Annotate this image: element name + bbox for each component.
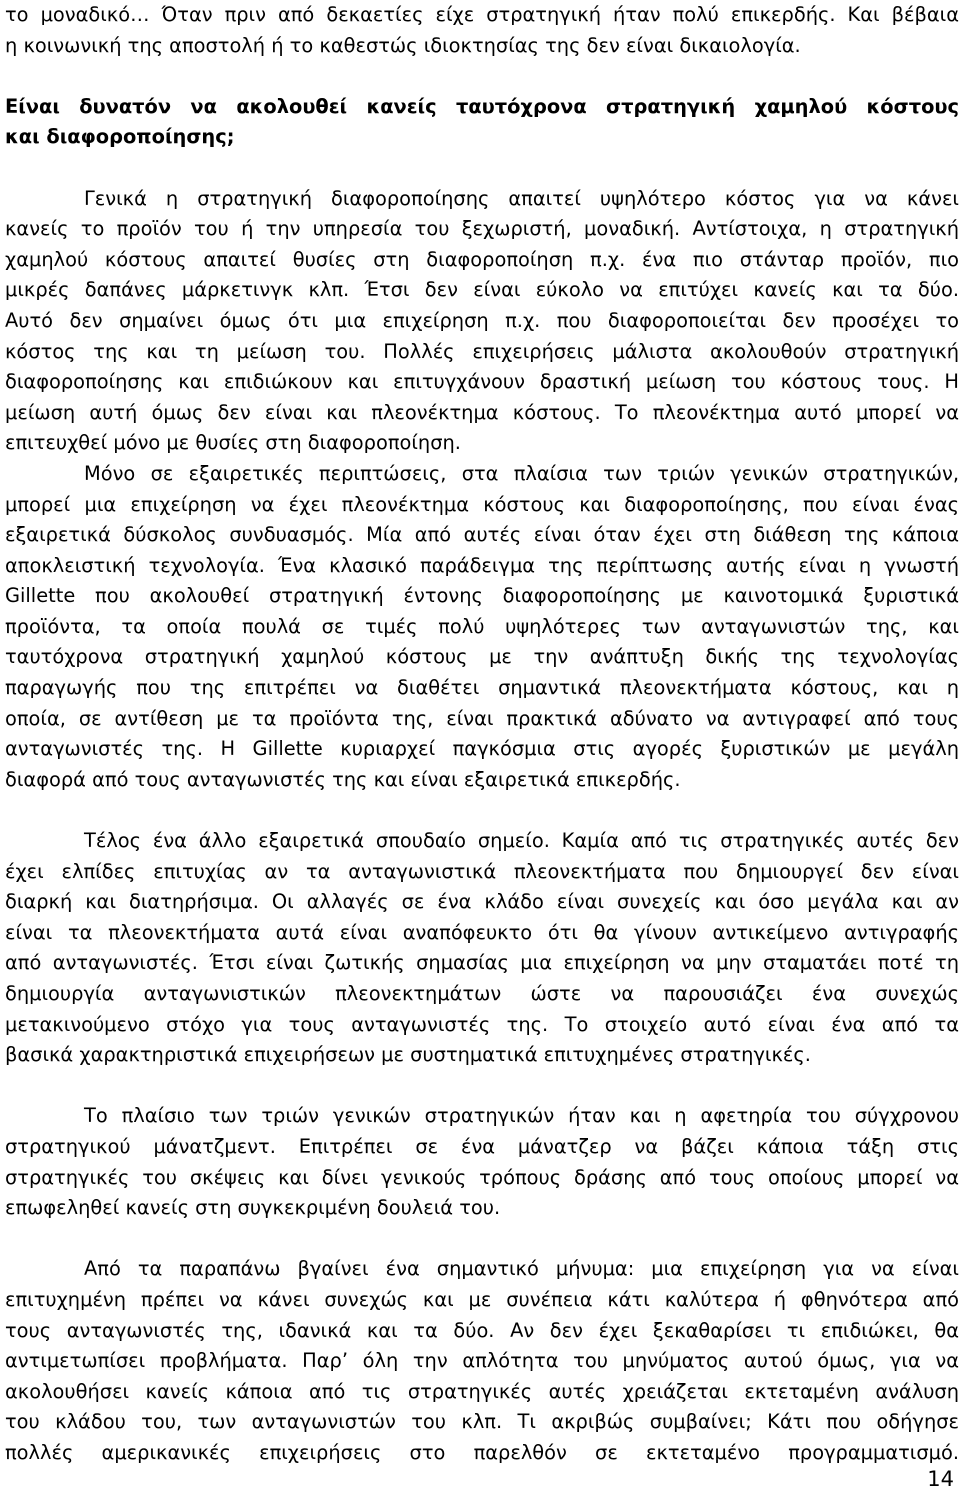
text-line: διαφορά από τους ανταγωνιστές της και είναι εξαιρετικά επικερδής. — [5, 767, 681, 791]
text-line: ακολουθήσει κανείς κάποια από τις στρατηγικές αυτές χρειάζεται εκτεταμένη ανάλυση — [5, 1379, 959, 1403]
text-line: ταυτόχρονα στρατηγική χαμηλού κόστους με την ανάπτυξη δικής της τεχνολογίας — [5, 645, 959, 669]
page-number: 14 — [927, 1467, 954, 1491]
text-line: επιτευχθεί μόνο με θυσίες στη διαφοροποίηση. — [5, 431, 461, 455]
paragraph-spacer — [5, 61, 959, 92]
text-line: έχει ελπίδες επιτυχίας αν τα ανταγωνιστικά πλεονεκτήματα που δημιουργεί δεν είναι — [5, 859, 959, 883]
text-line: πολλές αμερικανικές επιχειρήσεις στο παρελθόν σε εκτεταμένο προγραμματισμό. — [5, 1440, 959, 1464]
text-line: Gillette που ακολουθεί στρατηγική έντονης διαφοροποίησης με καινοτομικά ξυριστικά — [5, 584, 959, 608]
heading-line: και διαφοροποίησης; — [5, 125, 235, 149]
paragraph — [5, 459, 959, 796]
text-line: κανείς το προϊόν του ή την υπηρεσία του ξεχωριστή, μοναδική. Αντίστοιχα, η στρατηγική — [5, 217, 959, 241]
text-line: Γενικά η στρατηγική διαφοροποίησης απαιτεί υψηλότερο κόστος για να κάνει — [84, 186, 959, 210]
text-line: από ανταγωνιστές. Έτσι είναι ζωτικής σημασίας μια επιχείρηση να μην σταματάει ποτέ τη — [5, 951, 959, 975]
section-heading — [5, 92, 959, 153]
paragraph-spacer — [5, 153, 959, 184]
text-line: χαμηλού κόστους απαιτεί θυσίες στη διαφοροποίηση π.χ. ένα πιο στάνταρ προϊόν, πιο — [5, 247, 959, 271]
text-line: ανταγωνιστές της. Η Gillette κυριαρχεί παγκόσμια στις αγορές ξυριστικών με μεγάλη — [5, 737, 959, 761]
text-line: εξαιρετικά δύσκολος συνδυασμός. Μία από αυτές είναι όταν έχει στη διάθεση της κάποια — [5, 523, 959, 547]
text-line: η κοινωνική της αποστολή ή το καθεστώς ιδιοκτησίας της δεν είναι δικαιολογία. — [5, 33, 801, 57]
text-line: Αυτό δεν σημαίνει όμως ότι μια επιχείρηση π.χ. που διαφοροποιείται δεν προσέχει το — [5, 308, 959, 332]
text-line: του κλάδου του, των ανταγωνιστών του κλπ. Τι ακριβώς συμβαίνει; Κάτι που οδήγησε — [5, 1410, 959, 1434]
paragraph — [5, 184, 959, 459]
text-line: στρατηγικού μάνατζμεντ. Επιτρέπει σε ένα μάνατζερ να βάζει κάποια τάξη στις — [5, 1134, 959, 1158]
text-line: Από τα παραπάνω βγαίνει ένα σημαντικό μήνυμα: μια επιχείρηση για να είναι — [84, 1257, 959, 1281]
paragraph — [5, 1101, 959, 1223]
text-line: διαρκή και διατηρήσιμα. Οι αλλαγές σε ένα κλάδο είναι συνεχείς και όσο μεγάλα και αν — [5, 890, 959, 914]
text-line: κόστος της και τη μείωση του. Πολλές επιχειρήσεις μάλιστα ακολουθούν στρατηγική — [5, 339, 959, 363]
text-line: τους ανταγωνιστές της, ιδανικά και τα δύο. Αν δεν έχει ξεκαθαρίσει τι επιδιώκει, θα — [5, 1318, 959, 1342]
text-line: αντιμετωπίσει προβλήματα. Παρ’ όλη την απλότητα του μηνύματος αυτού όμως, για να — [5, 1349, 959, 1373]
text-line: παραγωγής που της επιτρέπει να διαθέτει σημαντικά πλεονεκτήματα κόστους, και η — [5, 676, 959, 700]
text-line: μείωση αυτή όμως δεν είναι και πλεονέκτημα κόστους. Το πλεονέκτημα αυτό μπορεί να — [5, 400, 959, 424]
text-line: το μοναδικό… Όταν πριν από δεκαετίες είχε στρατηγική ήταν πολύ επικερδής. Και βέβαια — [5, 3, 959, 26]
document-page — [5, 0, 959, 1469]
paragraph — [5, 1254, 959, 1468]
heading-line: Είναι δυνατόν να ακολουθεί κανείς ταυτόχρονα στρατηγική χαμηλού κόστους — [5, 94, 959, 118]
text-line: επωφεληθεί κανείς στη συγκεκριμένη δουλειά του. — [5, 1196, 501, 1220]
text-line: οποία, σε αντίθεση με τα προϊόντα της, είναι πρακτικά αδύνατο να αντιγραφεί από τους — [5, 706, 959, 730]
text-line: αποκλειστική τεχνολογία. Ένα κλασικό παράδειγμα της περίπτωσης αυτής είναι η γνωστή — [5, 553, 959, 577]
text-line: διαφοροποίησης και επιδιώκουν και επιτυγχάνουν δραστική μείωση του κόστους τους. Η — [5, 370, 959, 394]
text-line: δημιουργία ανταγωνιστικών πλεονεκτημάτων ώστε να παρουσιάζει ένα συνεχώς — [5, 982, 959, 1005]
paragraph-spacer — [5, 795, 959, 826]
text-line: είναι τα πλεονεκτήματα αυτά είναι αναπόφευκτο ότι θα γίνουν αντικείμενο αντιγραφής — [5, 920, 959, 944]
paragraph-spacer — [5, 1224, 959, 1255]
intro-paragraph — [5, 0, 959, 61]
text-line: Τέλος ένα άλλο εξαιρετικά σπουδαίο σημείο. Καμία από τις στρατηγικές αυτές δεν — [84, 829, 959, 853]
text-line: βασικά χαρακτηριστικά επιχειρήσεων με συστηματικά επιτυχημένες στρατηγικές. — [5, 1043, 811, 1067]
paragraph-spacer — [5, 1071, 959, 1102]
text-line: μπορεί μια επιχείρηση να έχει πλεονέκτημα κόστους και διαφοροποίησης, που είναι ένας — [5, 492, 959, 516]
text-line: επιτυχημένη πρέπει να κάνει συνεχώς και με συνέπεια κάτι καλύτερα ή φθηνότερα από — [5, 1287, 959, 1311]
text-line: μικρές δαπάνες μάρκετινγκ κλπ. Έτσι δεν είναι εύκολο να επιτύχει κανείς και τα δύο. — [5, 278, 959, 302]
text-line: μετακινούμενο στόχο για τους ανταγωνιστές της. Το στοιχείο αυτό είναι ένα από τα — [5, 1012, 959, 1036]
text-line: στρατηγικές του σκέψεις και δίνει γενικούς τρόπους δράσης από τους οποίους μπορεί να — [5, 1165, 959, 1189]
paragraph — [5, 826, 959, 1071]
text-line: προϊόντα, τα οποία πουλά σε τιμές πολύ υψηλότερες των ανταγωνιστών της, και — [5, 614, 959, 638]
text-line: Μόνο σε εξαιρετικές περιπτώσεις, στα πλαίσια των τριών γενικών στρατηγικών, — [84, 461, 959, 485]
text-line: Το πλαίσιο των τριών γενικών στρατηγικών ήταν και η αφετηρία του σύγχρονου — [84, 1104, 959, 1128]
document-body — [5, 0, 959, 1469]
